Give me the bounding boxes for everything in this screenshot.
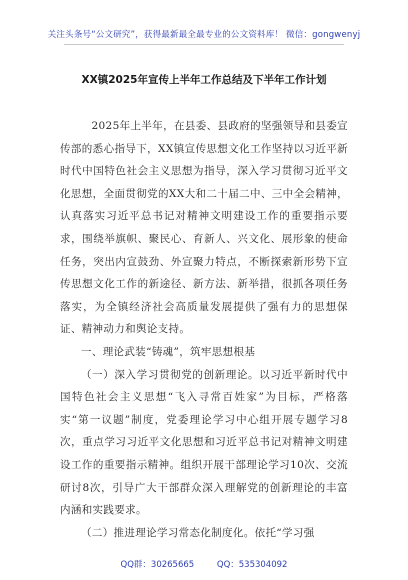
header-banner: 关注头条号“公文研究”，获得最新最全最专业的公文资料库！ 微信：gongwenyj bbox=[47, 30, 361, 40]
qq-group-number: QQ群：30265665 bbox=[120, 560, 195, 570]
document-body bbox=[60, 115, 348, 544]
paragraph-2: （二）推进理论学习常态化制度化。依托“学习强 bbox=[81, 526, 315, 539]
paragraph-1: （一）深入学习贯彻党的创新理论。以习近平新时代中国特色社会主义思想“飞入寻常百姓家”为目标，严格落实“第一议题”制度，党委理论学习中心组开展专题学习8次，重点学习习近平文化思想和习近平总书记对精神文明建设工作的重要指示精神。组织开展干部理论学习10次、交流研讨8次，引导广大干部群众深入理解党的创新理论的丰富内涵和实践要求。 bbox=[60, 368, 348, 517]
section-heading-1: 一、理论武装“铸魂”，筑牢思想根基 bbox=[81, 345, 256, 358]
footer-contact bbox=[0, 558, 408, 570]
paragraph-intro: 2025年上半年，在县委、县政府的坚强领导和县委宣传部的悉心指导下，XX镇宣传思想文化工作坚持以习近平新时代中国特色社会主义思想为指导，深入学习贯彻习近平文化思想，全面贯彻党的XX大和二十届二中、三中全会精神，认真落实习近平总书记对精神文明建设工作的重要指示要求，围绕举旗帜、聚民心、育新人、兴文化、展形象的使命任务，突出内宣鼓劲、外宣聚力特点，不断探索新形势下宣传思想文化工作的新途径、新方法、新举措，很抓各项任务落实，为全镇经济社会高质量发展提供了强有力的思想保证、精神动力和舆论支持。 bbox=[60, 120, 348, 336]
qq-number: QQ：535304092 bbox=[216, 560, 288, 570]
header-divider bbox=[64, 44, 344, 45]
document-title: XX镇2025年宣传上半年工作总结及下半年工作计划 bbox=[81, 74, 327, 86]
